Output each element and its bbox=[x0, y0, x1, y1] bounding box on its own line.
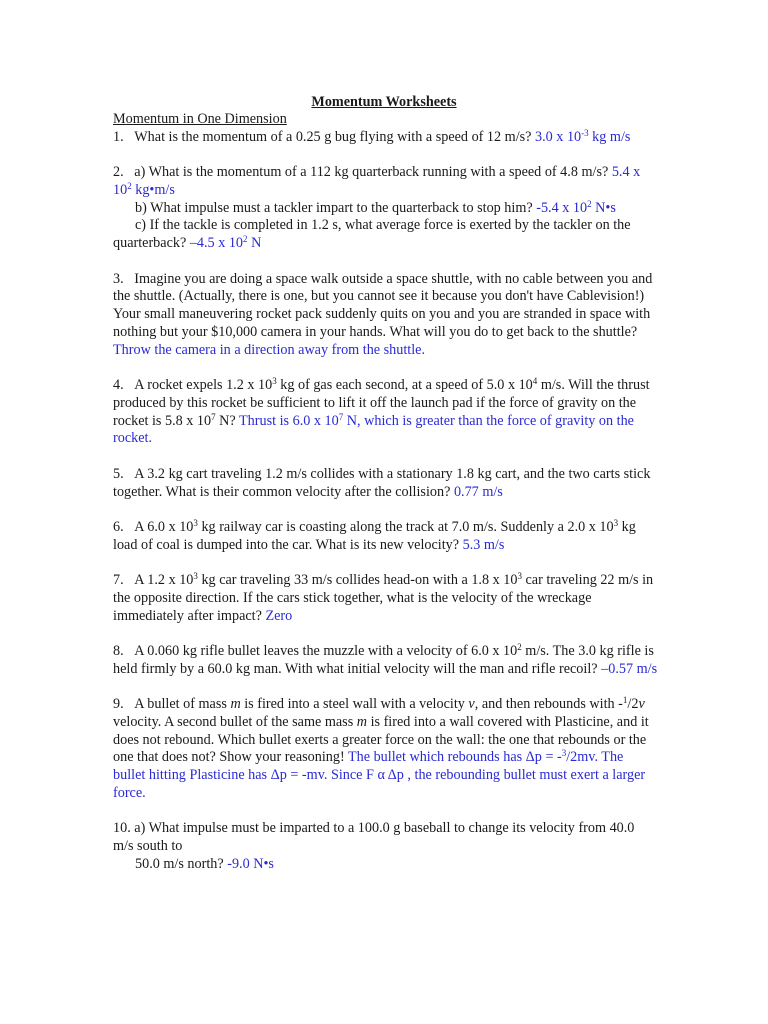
exponent: 4 bbox=[532, 376, 538, 387]
question-text: kg of gas each second, at a speed of 5.0 x 10 bbox=[276, 377, 533, 394]
answer-text: N, which is greater than the force of gravity on the rocket. bbox=[113, 412, 634, 447]
question-text: 5. A 3.2 kg cart traveling 1.2 m/s collides with a stationary 1.8 kg cart, and the two carts stick together. What is their common velocity after the collision? bbox=[113, 465, 651, 500]
answer-text: 3.0 x 10 bbox=[535, 128, 582, 145]
answer: Throw the camera in a direction away from the shuttle. bbox=[113, 341, 426, 358]
question-text: car traveling 22 m/s in the opposite direction. If the cars stick together, what is the velocity of the wreckage immediately after impact? bbox=[113, 571, 654, 624]
question-2a bbox=[113, 164, 658, 200]
answer-exponent: 7 bbox=[338, 411, 344, 422]
answer: 5.3 m/s bbox=[462, 536, 505, 553]
variable-v: v bbox=[468, 695, 475, 712]
question-text: 10. a) What impulse must be imparted to a 100.0 g baseball to change its velocity from 40.0 m/s south to bbox=[113, 820, 635, 854]
exponent: 7 bbox=[211, 411, 216, 422]
question-text: 1. What is the momentum of a 0.25 g bug flying with a speed of 12 m/s? bbox=[113, 128, 536, 145]
question-text: is fired into a wall covered with Plasticine, and it does not rebound. Which bullet exerts a greater force on the wall: the one that rebounds or the one that does not? Show your reasoning! bbox=[113, 713, 649, 766]
answer-text: /2mv. The bullet hitting Plasticine has Δp = -mv. Since F α Δp , the rebounding bullet must exert a larger force. bbox=[113, 749, 646, 801]
answer-text: 5.4 x 10 bbox=[113, 164, 641, 198]
question-text: b) What impulse must a tackler impart to the quarterback to stop him? bbox=[135, 199, 537, 216]
question-7 bbox=[113, 572, 658, 625]
answer bbox=[536, 200, 616, 216]
question-text: c) If the tackle is completed in 1.2 s, what average force is exerted by the tackler on the quarterback? bbox=[113, 217, 631, 252]
answer-text: –4.5 x 10 bbox=[189, 235, 244, 252]
answer-unit: kg m/s bbox=[588, 128, 631, 145]
question-5 bbox=[113, 466, 658, 502]
variable-v: v bbox=[638, 695, 645, 712]
variable-m: m bbox=[230, 695, 241, 712]
section-heading: Momentum in One Dimension bbox=[113, 111, 287, 127]
answer-exponent: -3 bbox=[581, 127, 589, 138]
question-text: is fired into a steel wall with a velocity bbox=[240, 695, 469, 712]
answer-unit: N•s bbox=[591, 199, 616, 216]
answer-exponent: 2 bbox=[243, 234, 248, 245]
question-text: 8. A 0.060 kg rifle bullet leaves the muzzle with a velocity of 6.0 x 10 bbox=[113, 642, 518, 659]
answer-text: The bullet which rebounds has Δp = - bbox=[347, 749, 562, 766]
exponent: 3 bbox=[272, 376, 277, 387]
exponent: 3 bbox=[613, 517, 619, 528]
question-2c bbox=[113, 217, 658, 253]
page-title: Momentum Worksheets bbox=[311, 94, 457, 110]
exponent: 3 bbox=[517, 570, 522, 581]
question-text: kg car traveling 33 m/s collides head-on with a 1.8 x 10 bbox=[197, 571, 518, 588]
question-8 bbox=[113, 643, 658, 679]
answer: –0.57 m/s bbox=[601, 660, 658, 677]
question-4 bbox=[113, 377, 658, 448]
question-text: 3. Imagine you are doing a space walk outside a space shuttle, with no cable between you and the shuttle. (Actually, there is one, but you cannot see it because you don't have Cablevision!) Your small maneuvering rocket pack suddenly quits on you and you are stranded in space with nothing but your $10,000 camera in your hands. What will you do to get back to the shuttle? bbox=[113, 270, 653, 340]
question-3 bbox=[113, 271, 658, 360]
question-text: 4. A rocket expels 1.2 x 10 bbox=[113, 377, 273, 394]
question-9 bbox=[113, 696, 658, 803]
question-text: velocity. A second bullet of the same mass bbox=[113, 713, 357, 730]
answer: Zero bbox=[265, 607, 293, 624]
question-text: m/s. The 3.0 kg rifle is held firmly by a 60.0 kg man. With what initial velocity will the man and rifle recoil? bbox=[113, 642, 654, 677]
worksheet-content bbox=[113, 111, 658, 874]
answer: -9.0 N•s bbox=[227, 855, 274, 872]
question-text: 9. A bullet of mass bbox=[113, 695, 231, 712]
answer-unit: kg•m/s bbox=[131, 181, 175, 198]
question-text: 50.0 m/s north? bbox=[135, 855, 228, 872]
question-text: 2. a) What is the momentum of a 112 kg quarterback running with a speed of 4.8 m/s? bbox=[113, 164, 612, 181]
question-text: kg load of coal is dumped into the car. What is its new velocity? bbox=[113, 518, 636, 553]
question-text: N? bbox=[215, 412, 240, 429]
exponent: 2 bbox=[517, 641, 522, 652]
question-2 bbox=[113, 164, 658, 253]
fraction-numerator: 3 bbox=[561, 748, 567, 759]
question-text: 7. A 1.2 x 10 bbox=[113, 571, 194, 588]
answer: 0.77 m/s bbox=[453, 483, 503, 500]
answer bbox=[190, 235, 262, 251]
answer bbox=[535, 129, 630, 145]
answer-text: Thrust is 6.0 x 10 bbox=[239, 412, 339, 429]
answer-exponent: 2 bbox=[127, 180, 132, 191]
question-text: kg railway car is coasting along the track at 7.0 m/s. Suddenly a 2.0 x 10 bbox=[197, 518, 614, 535]
question-6 bbox=[113, 519, 658, 555]
variable-m: m bbox=[356, 713, 368, 730]
question-10 bbox=[113, 820, 658, 873]
question-text: , and then rebounds with - bbox=[474, 695, 623, 712]
answer-text: -5.4 x 10 bbox=[536, 199, 588, 216]
answer-exponent: 2 bbox=[587, 198, 592, 209]
question-10-continued bbox=[113, 856, 658, 874]
answer-unit: N bbox=[247, 235, 262, 252]
exponent: 3 bbox=[193, 570, 198, 581]
exponent: 3 bbox=[193, 517, 198, 528]
question-2b bbox=[113, 200, 658, 218]
fraction-numerator: 1 bbox=[622, 694, 628, 705]
question-text: m/s. Will the thrust produced by this rocket be sufficient to lift it off the launch pad if the force of gravity on the rocket is 5.8 x 10 bbox=[113, 377, 650, 429]
fraction-denominator: /2 bbox=[627, 695, 639, 712]
question-text: 6. A 6.0 x 10 bbox=[113, 518, 194, 535]
question-1 bbox=[113, 129, 658, 147]
